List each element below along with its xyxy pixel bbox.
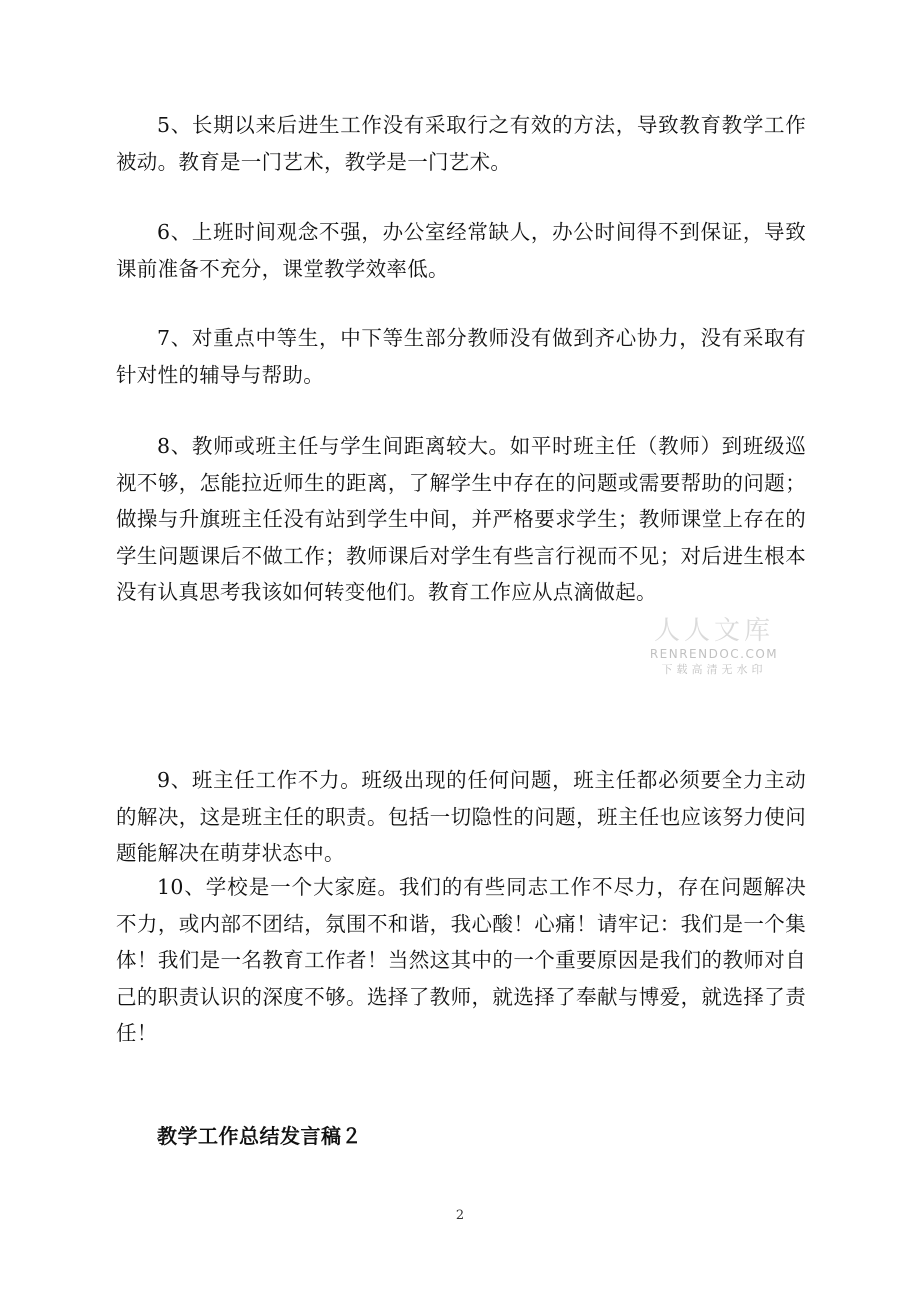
paragraph-item-7: 7、对重点中等生，中下等生部分教师没有做到齐心协力，没有采取有针对性的辅导与帮助。: [116, 326, 806, 387]
paragraph-item-10: 10、学校是一个大家庭。我们的有些同志工作不尽力，存在问题解决不力，或内部不团结，氛围不和谐，我心酸！心痛！请牢记：我们是一个集体！我们是一名教育工作者！当然这其中的一个重要原因是我们的教师对自己的职责认识的深度不够。选择了教师，就选择了奉献与博爱，就选择了责任！: [116, 875, 806, 1045]
watermark-slogan-text: 下载高清无水印: [661, 663, 767, 676]
page-number: 2: [455, 1208, 465, 1223]
watermark-site-text: RENRENDOC.COM: [649, 647, 779, 661]
watermark-logo: [644, 616, 784, 686]
watermark-main-text: 人人文库: [653, 616, 774, 646]
paragraph-item-8: 8、教师或班主任与学生间距离较大。如平时班主任（教师）到班级巡视不够，怎能拉近师生的距离，了解学生中存在的问题或需要帮助的问题；做操与升旗班主任没有站到学生中间，并严格要求学生；教师课堂上存在的学生问题课后不做工作；教师课后对学生有些言行视而不见；对后进生根本没有认真思考我该如何转变他们。教育工作应从点滴做起。: [116, 434, 806, 604]
paragraph-item-9: 9、班主任工作不力。班级出现的任何问题，班主任都必须要全力主动的解决，这是班主任的职责。包括一切隐性的问题，班主任也应该努力使问题能解决在萌芽状态中。: [116, 768, 806, 865]
paragraph-item-6: 6、上班时间观念不强，办公室经常缺人，办公时间得不到保证，导致课前准备不充分，课堂教学效率低。: [116, 220, 806, 281]
section-heading: 教学工作总结发言稿２: [157, 1124, 362, 1148]
paragraph-item-5: 5、长期以来后进生工作没有采取行之有效的方法，导致教育教学工作被动。教育是一门艺术，教学是一门艺术。: [116, 113, 806, 174]
